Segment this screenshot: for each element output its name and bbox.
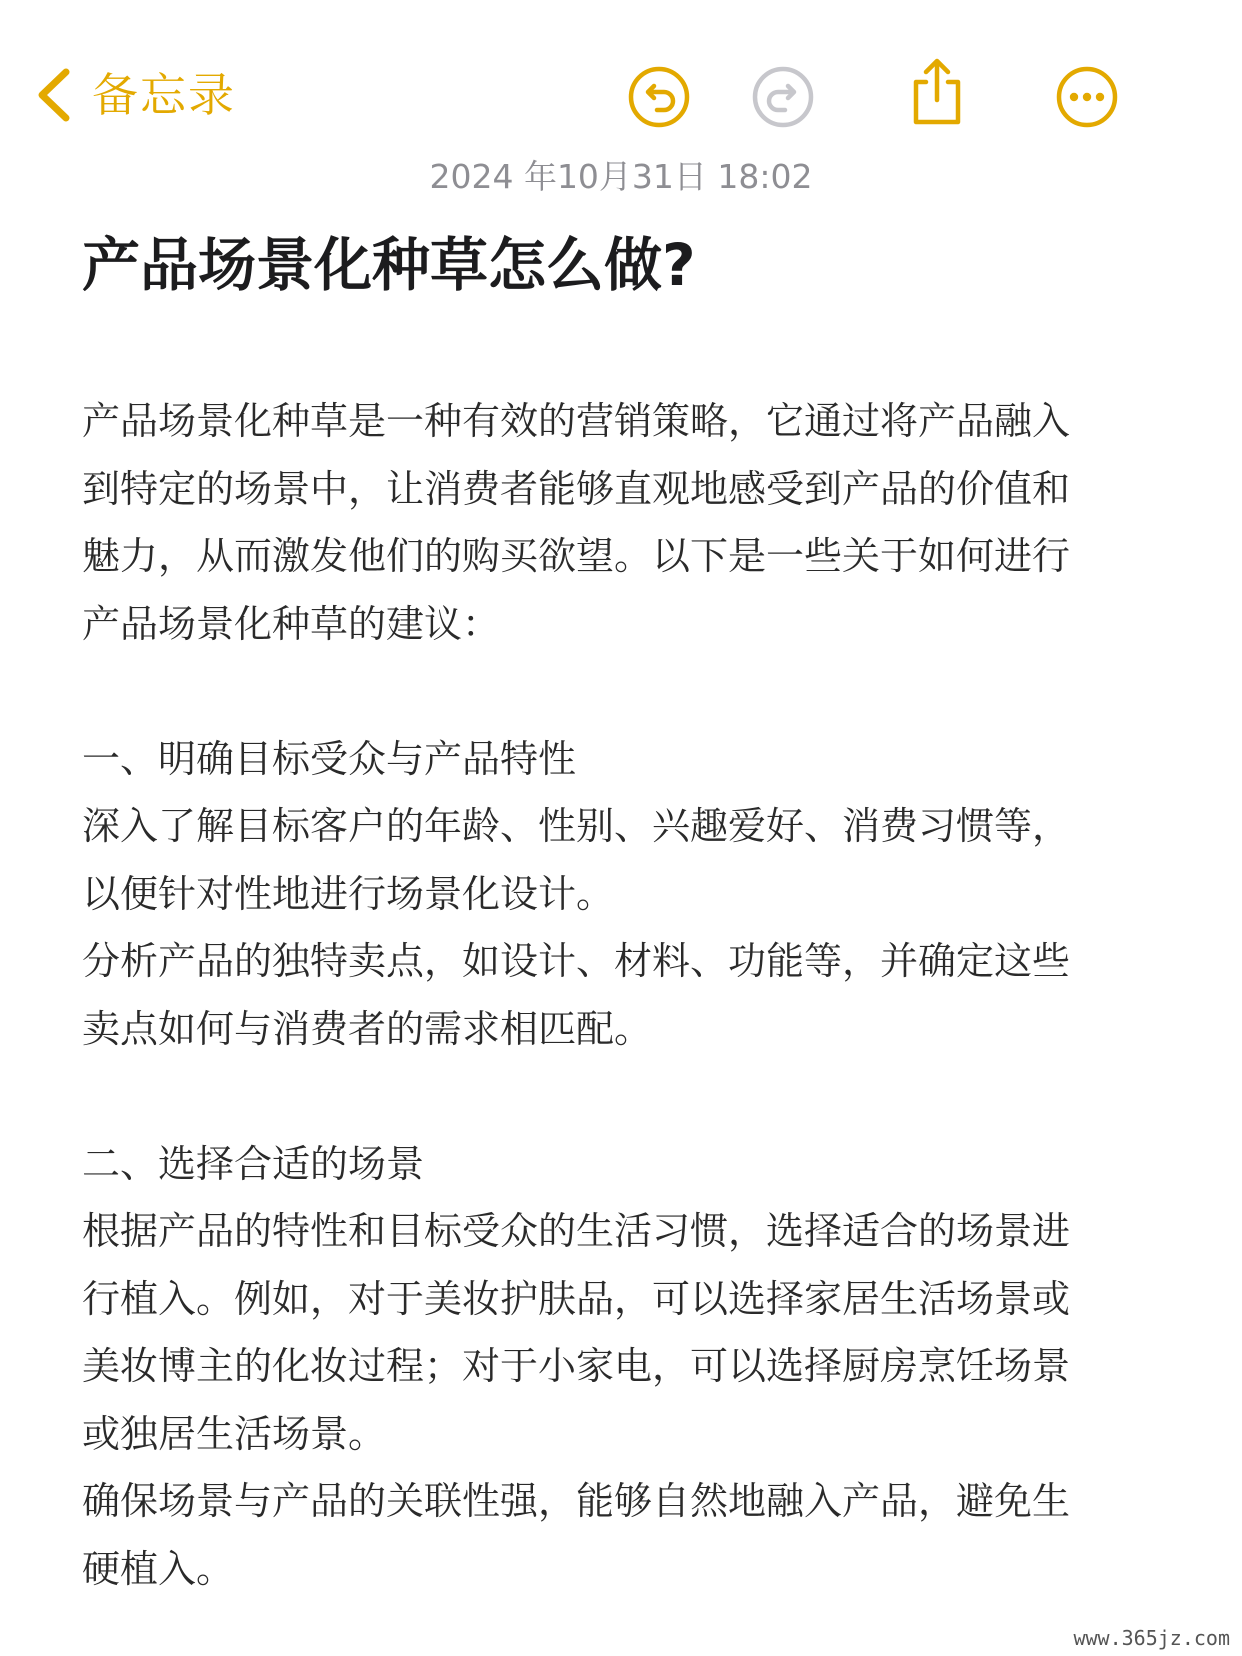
- back-button-label: 备忘录: [92, 68, 236, 122]
- note-body-line: 产品场景化种草的建议：: [82, 601, 501, 646]
- watermark-text: www.365jz.com: [1069, 1626, 1234, 1650]
- note-body-line: 卖点如何与消费者的需求相匹配。: [82, 1006, 653, 1051]
- chevron-left-icon: [34, 66, 72, 124]
- note-body-line: 产品场景化种草是一种有效的营销策略，它通过将产品融入: [82, 399, 1071, 443]
- note-body[interactable]: [82, 388, 1172, 1603]
- more-icon[interactable]: [1054, 64, 1120, 130]
- note-body-line: 行植入。例如，对于美妆护肤品，可以选择家居生活场景或: [82, 1276, 1071, 1321]
- note-body-line: 到特定的场景中，让消费者能够直观地感受到产品的价值和: [82, 466, 1071, 511]
- share-icon[interactable]: [904, 56, 970, 128]
- redo-icon[interactable]: [750, 64, 816, 130]
- back-button[interactable]: [34, 60, 236, 130]
- note-body-line: 二、选择合适的场景: [82, 1141, 425, 1186]
- undo-icon[interactable]: [626, 64, 692, 130]
- note-body-line: 一、明确目标受众与产品特性: [82, 736, 577, 781]
- note-body-line: 确保场景与产品的关联性强，能够自然地融入产品，避免生: [82, 1479, 1071, 1523]
- note-body-line: 以便针对性地进行场景化设计。: [82, 871, 615, 916]
- note-timestamp: 2024 年10月31日 18:02: [429, 157, 813, 196]
- note-body-line: 美妆博主的化妆过程；对于小家电，可以选择厨房烹饪场景: [82, 1344, 1071, 1388]
- note-body-line: 或独居生活场景。: [82, 1411, 387, 1456]
- blank-line: [82, 658, 1172, 726]
- blank-line: [82, 1063, 1172, 1131]
- navigation-toolbar: [0, 0, 1242, 140]
- note-body-line: 根据产品的特性和目标受众的生活习惯，选择适合的场景进: [82, 1209, 1071, 1253]
- note-body-line: 硬植入。: [82, 1546, 235, 1591]
- note-body-line: 魅力，从而激发他们的购买欲望。以下是一些关于如何进行: [82, 534, 1071, 578]
- note-title[interactable]: 产品场景化种草怎么做?: [82, 231, 696, 299]
- note-body-line: 分析产品的独特卖点，如设计、材料、功能等，并确定这些: [82, 939, 1071, 983]
- note-body-line: 深入了解目标客户的年龄、性别、兴趣爱好、消费习惯等，: [82, 804, 1071, 848]
